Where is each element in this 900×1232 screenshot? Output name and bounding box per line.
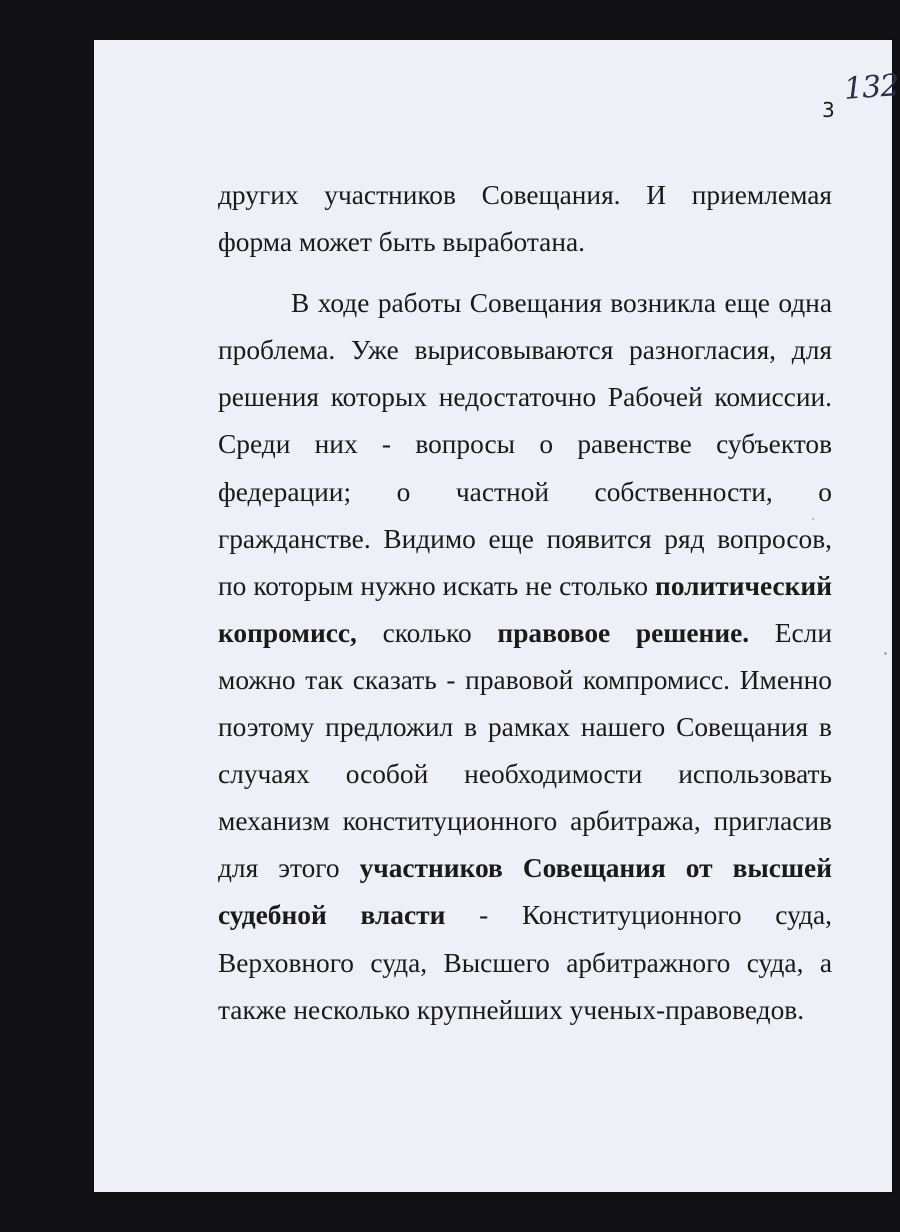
paragraph [218, 280, 832, 1034]
bold-text-segment: правовое решение. [497, 617, 750, 648]
bold-text-segment: участников Совещания от высшей судебной власти [218, 853, 832, 931]
paragraph [218, 172, 832, 266]
text-segment: В ходе работы Совещания возникла еще одна проблема. Уже вырисовываются разногласия, для решения которых недостаточно Рабочей комиссии. Среди них - вопросы о равенстве субъектов федерации; о частной собственности, о гражданстве. Видимо еще появится ряд вопросов, по которым нужно искать не столько [218, 288, 832, 601]
text-segment: - Конституционного суда, Верховного суда, Высшего арбитражного суда, а также несколько крупнейших ученых-правоведов. [218, 900, 832, 1025]
text-segment: Если можно так сказать - правовой компромисс. Именно поэтому предложил в рамках нашего Совещания в случаях особой необходимости использовать механизм конституционного арбитража, пригласив для этого [218, 617, 833, 884]
text-segment: других участников Совещания. И приемлемая форма может быть выработана. [218, 180, 832, 258]
paper-speck [812, 518, 814, 520]
paper-speck [884, 652, 887, 655]
archive-page-number: 132 [842, 68, 900, 107]
text-segment: сколько [356, 617, 498, 648]
document-body [218, 172, 832, 1034]
bold-text-segment: политический копромисс, [218, 570, 832, 648]
document-page [94, 40, 900, 1192]
page-number: 3 [822, 98, 835, 122]
